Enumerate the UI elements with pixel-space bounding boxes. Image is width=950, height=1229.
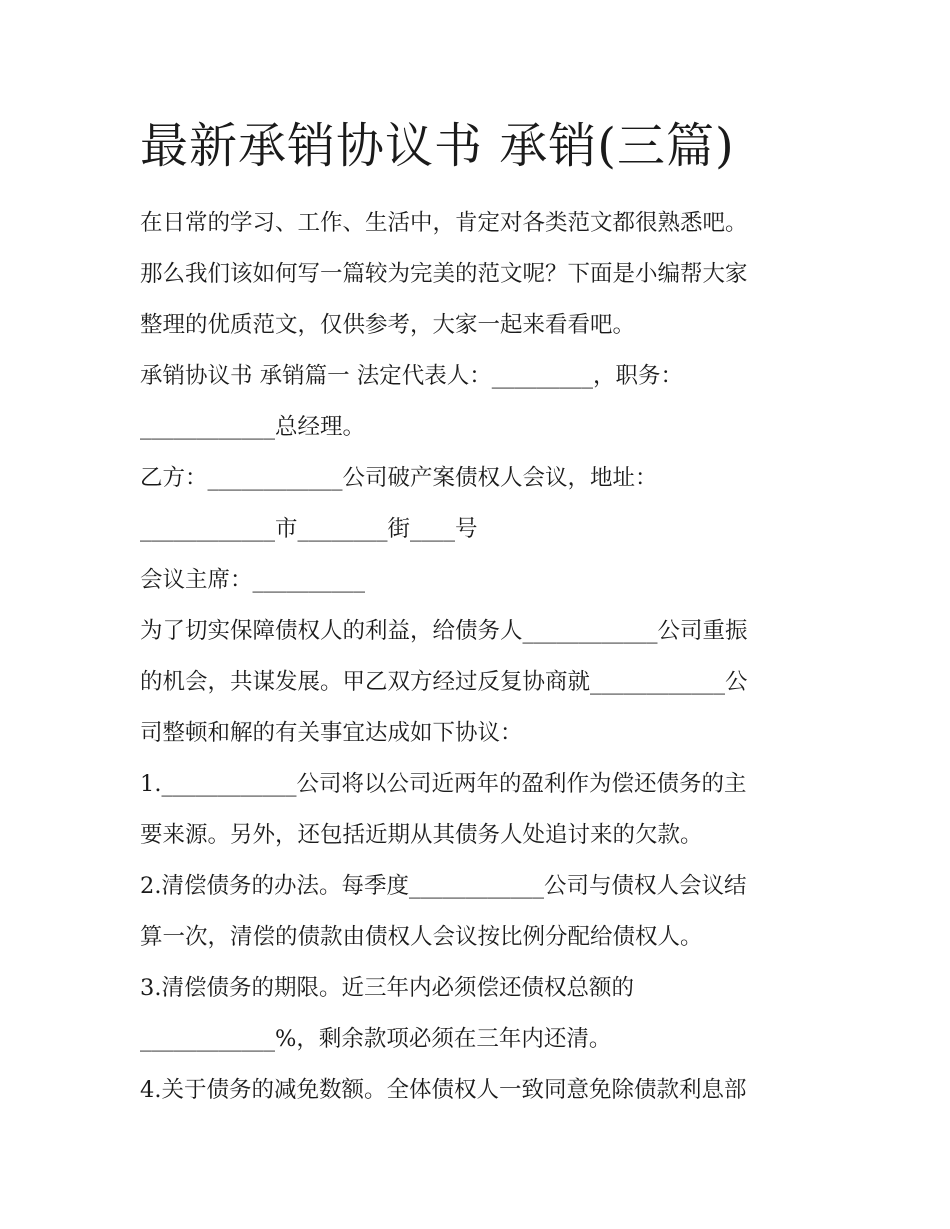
body-line: 3.清偿债务的期限。近三年内必须偿还债权总额的 bbox=[140, 975, 634, 1001]
body-line: 那么我们该如何写一篇较为完美的范文呢？下面是小编帮大家 bbox=[140, 261, 748, 287]
body-line: 会议主席：__________ bbox=[140, 567, 366, 593]
document-body bbox=[140, 198, 820, 1116]
body-line: ____________%，剩余款项必须在三年内还清。 bbox=[140, 1026, 612, 1052]
document-title: 最新承销协议书 承销(三篇) bbox=[140, 118, 735, 174]
body-line: 整理的优质范文，仅供参考，大家一起来看看吧。 bbox=[140, 312, 636, 338]
body-line: 为了切实保障债权人的利益，给债务人____________公司重振 bbox=[140, 618, 748, 644]
body-line: 算一次，清偿的债款由债权人会议按比例分配给债权人。 bbox=[140, 924, 703, 950]
body-line: 要来源。另外，还包括近期从其债务人处追讨来的欠款。 bbox=[140, 822, 703, 848]
body-line: 2.清偿债务的办法。每季度____________公司与债权人会议结 bbox=[140, 873, 747, 899]
body-line: 承销协议书 承销篇一 法定代表人：_________，职务： bbox=[140, 363, 684, 389]
body-line: ____________市________街____号 bbox=[140, 516, 478, 542]
body-line: 司整顿和解的有关事宜达成如下协议： bbox=[140, 720, 523, 746]
body-line: 乙方：____________公司破产案债权人会议，地址： bbox=[140, 465, 658, 491]
body-line: 的机会，共谋发展。甲乙双方经过反复协商就____________公 bbox=[140, 669, 748, 695]
body-line: 4.关于债务的减免数额。全体债权人一致同意免除债款利息部 bbox=[140, 1077, 747, 1103]
body-line: 1.____________公司将以公司近两年的盈利作为偿还债务的主 bbox=[140, 771, 747, 797]
body-line: 在日常的学习、工作、生活中，肯定对各类范文都很熟悉吧。 bbox=[140, 210, 748, 236]
body-line: ____________总经理。 bbox=[140, 414, 366, 440]
